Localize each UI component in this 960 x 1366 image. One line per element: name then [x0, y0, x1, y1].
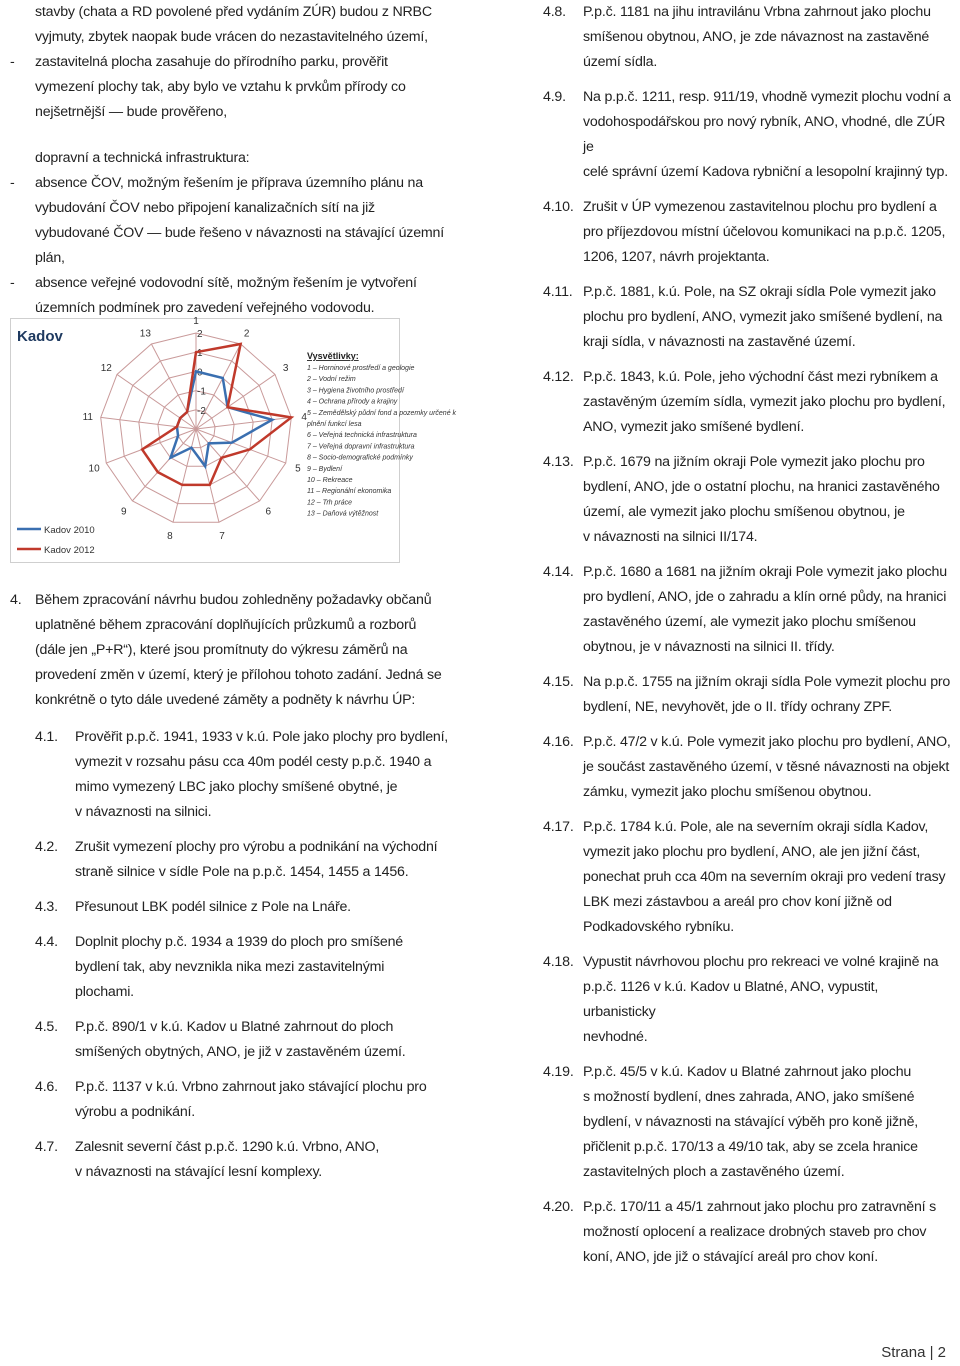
- legend-label: Kadov 2010: [44, 525, 95, 536]
- text-line: přičlenit p.p.č. 170/13 a 49/10 tak, aby se zcela hranice: [583, 1139, 918, 1155]
- list-item: [35, 1075, 450, 1125]
- item-number: 4.11.: [543, 284, 573, 300]
- text-line: možností oplocení a realizace drobných staveb pro chov: [583, 1224, 927, 1240]
- item-number: 4.13.: [543, 454, 574, 470]
- text-line: P.p.č. 47/2 v k.ú. Pole vymezit jako plochu pro bydlení, ANO,: [583, 734, 951, 750]
- text-line: P.p.č. 1181 na jihu intravilánu Vrbna zahrnout jako plochu: [583, 4, 931, 20]
- list-item: [35, 725, 450, 825]
- legend-item: 3 – Hygiena životního prostředí: [307, 387, 404, 395]
- text-line: 1206, 1207, návrh projektanta.: [583, 249, 770, 265]
- legend-item: plnění funkcí lesa: [307, 421, 362, 428]
- section-number: 4.: [10, 592, 22, 608]
- list-item: [543, 195, 953, 270]
- text-line: provedení změn v území, který je přílohou tohoto zadání. Jedná se: [35, 667, 442, 683]
- text-line: kraji sídla, v návaznosti na zastavěné území.: [583, 334, 856, 350]
- list-item: [543, 1060, 953, 1185]
- axis-label: 4: [301, 411, 307, 423]
- list-item: [35, 895, 450, 920]
- bullet-dash: -: [10, 54, 15, 70]
- item-number: 4.17.: [543, 819, 574, 835]
- text-line: s možností bydlení, dnes zahrada, ANO, jako smíšené: [583, 1089, 915, 1105]
- text-line: vymezení plochy tak, aby bylo ve vztahu k prvkům přírody co: [35, 79, 406, 95]
- text-line: plochami.: [75, 984, 134, 1000]
- list-item: [543, 85, 953, 185]
- text-line: je součást zastavěného území, v těsné návaznosti na objekt: [583, 759, 950, 775]
- right-column: [543, 0, 953, 1270]
- text-line: pro bydlení, ANO, jde o zahradu a klín orné půdy, na hranici: [583, 589, 947, 605]
- text-line: P.p.č. 170/11 a 45/1 zahrnout jako plochu pro zatravnění s: [583, 1199, 937, 1215]
- text-line: nevhodné.: [583, 1029, 648, 1045]
- text-line: uplatněné během zpracování doplňujících průzkumů a rozborů: [35, 617, 417, 633]
- text-line: smíšenou obytnou, ANO, je zde návaznost na zastavěné: [583, 29, 930, 45]
- text-line: území, ale vymezit jako plochu smíšenou obytnou, je: [583, 504, 905, 520]
- axis-label: 2: [243, 328, 250, 340]
- text-line: P.p.č. 45/5 v k.ú. Kadov u Blatné zahrnout jako plochu: [583, 1064, 912, 1080]
- text-line: P.p.č. 1680 a 1681 na jižním okraji Pole vymezit jako plochu: [583, 564, 947, 580]
- text-line: P.p.č. 1843, k.ú. Pole, jeho východní část mezi rybníkem a: [583, 369, 938, 385]
- bullet-item: [10, 271, 450, 321]
- legend-label: Kadov 2012: [44, 545, 95, 556]
- intro-paragraph: [10, 0, 450, 50]
- list-item: [543, 365, 953, 440]
- text-line: P.p.č. 1881, k.ú. Pole, na SZ okraji sídla Pole vymezit jako: [583, 284, 936, 300]
- legend-item: 13 – Daňová výtěžnost: [307, 510, 379, 518]
- legend-item: 4 – Ochrana přírody a krajiny: [307, 398, 398, 406]
- text-line: plochu pro bydlení, ANO, vymezit jako smíšené bydlení, na: [583, 309, 943, 325]
- bullet-item: [10, 171, 450, 271]
- list-item: [35, 1015, 450, 1065]
- chart-title: Kadov: [17, 328, 63, 345]
- axis-label: 13: [139, 328, 151, 340]
- text-line: vyjmuty, zbytek naopak bude vrácen do nezastavitelného území,: [35, 29, 428, 45]
- text-line: p.p.č. 1126 v k.ú. Kadov u Blatné, ANO, vypustit, urbanisticky: [583, 979, 879, 1020]
- list-item: [543, 670, 953, 720]
- text-line: zámku, vymezit jako plochu smíšenou obytnou.: [583, 784, 872, 800]
- text-line: P.p.č. 1137 v k.ú. Vrbno zahrnout jako stávající plochu pro: [75, 1079, 427, 1095]
- text-line: Vypustit návrhovou plochu pro rekreaci ve volné krajině na: [583, 954, 939, 970]
- item-number: 4.8.: [543, 4, 566, 20]
- legend-item: 6 – Veřejná technická infrastruktura: [307, 432, 417, 440]
- right-item-list: [543, 0, 953, 1270]
- item-number: 4.12.: [543, 369, 574, 385]
- text-line: straně silnice v sídle Pole na p.p.č. 1454, 1455 a 1456.: [75, 864, 409, 880]
- list-item: [35, 1135, 450, 1185]
- text-line: smíšených obytných, ANO, je již v zastavěném území.: [75, 1044, 406, 1060]
- item-number: 4.20.: [543, 1199, 574, 1215]
- list-item: [543, 560, 953, 660]
- text-line: územních podmínek pro zavedení veřejného vodovodu.: [35, 300, 375, 316]
- text-line: absence veřejné vodovodní sítě, možným řešením je vytvoření: [35, 275, 417, 291]
- text-line: koní, ANO, jde již o stávající areál pro chov koní.: [583, 1249, 878, 1265]
- item-number: 4.10.: [543, 199, 574, 215]
- scale-label: 1: [197, 348, 203, 360]
- item-number: 4.1.: [35, 729, 58, 745]
- text-line: P.p.č. 1784 k.ú. Pole, ale na severním okraji sídla Kadov,: [583, 819, 929, 835]
- legend-item: 7 – Veřejná dopravní infrastruktura: [307, 443, 415, 451]
- legend-item: 11 – Regionální ekonomika: [307, 488, 392, 496]
- text-line: Na p.p.č. 1211, resp. 911/19, vhodně vymezit plochu vodní a: [583, 89, 951, 105]
- bullet-item: [10, 50, 450, 125]
- legend-item: 9 – Bydlení: [307, 465, 343, 473]
- axis-label: 12: [100, 363, 112, 375]
- axis-label: 8: [167, 530, 173, 542]
- section-4: [10, 588, 450, 1185]
- text-line: (dále jen „P+R“), které jsou promítnuty do výkresu záměrů na: [35, 642, 408, 658]
- legend-item: 12 – Trh práce: [307, 499, 353, 507]
- text-line: absence ČOV, možným řešením je příprava územního plánu na: [35, 175, 423, 191]
- legend-title: Vysvětlivky:: [307, 351, 359, 361]
- axis-label: 6: [265, 506, 272, 518]
- legend-item: 8 – Socio-demografické podmínky: [307, 454, 413, 462]
- scale-label: -2: [197, 405, 206, 417]
- list-item: [35, 835, 450, 885]
- text-line: vymezit v rozsahu pásu cca 40m podél cesty p.p.č. 1940 a: [75, 754, 432, 770]
- text-line: vymezit jako plochu pro bydlení, ANO, ale jen jižní část,: [583, 844, 921, 860]
- text-line: pro příjezdovou místní účelovou komunikaci na p.p.č. 1205,: [583, 224, 946, 240]
- text-line: mimo vymezený LBC jako plochy smíšené obytné, je: [75, 779, 398, 795]
- text-line: bydlení tak, aby nevznikla nika mezi zastavitelnými: [75, 959, 385, 975]
- text-line: v návaznosti na stávající lesní komplexy.: [75, 1164, 323, 1180]
- legend-item: 10 – Rekreace: [307, 477, 353, 484]
- item-number: 4.15.: [543, 674, 574, 690]
- axis-label: 1: [193, 316, 199, 327]
- list-item: [543, 815, 953, 940]
- list-item: [543, 450, 953, 550]
- text-line: konkrétně o tyto dále uvedené záměty a podněty k návrhu ÚP:: [35, 692, 416, 708]
- text-line: ANO, vymezit jako smíšené bydlení.: [583, 419, 805, 435]
- scale-label: 2: [197, 329, 203, 340]
- text-line: území sídla.: [583, 54, 658, 70]
- list-item: [543, 730, 953, 805]
- item-number: 4.2.: [35, 839, 58, 855]
- page-number: Strana | 2: [881, 1344, 946, 1361]
- list-item: [543, 950, 953, 1050]
- text-line: Během zpracování návrhu budou zohledněny požadavky občanů: [35, 592, 432, 608]
- text-line: P.p.č. 890/1 v k.ú. Kadov u Blatné zahrnout do ploch: [75, 1019, 394, 1035]
- item-number: 4.6.: [35, 1079, 58, 1095]
- axis-label: 9: [120, 506, 127, 518]
- text-line: nejšetrnější — bude prověřeno,: [35, 104, 227, 120]
- text-line: P.p.č. 1679 na jižním okraji Pole vymezit jako plochu pro: [583, 454, 925, 470]
- text-line: ponechat pruh cca 40m na severním okraji pro vedení trasy: [583, 869, 946, 885]
- list-item: [543, 0, 953, 75]
- item-number: 4.5.: [35, 1019, 58, 1035]
- text-line: Prověřit p.p.č. 1941, 1933 v k.ú. Pole jako plochy pro bydlení,: [75, 729, 449, 745]
- text-line: plán,: [35, 250, 65, 266]
- bullet-dash: -: [10, 175, 15, 191]
- list-item: [35, 930, 450, 1005]
- radar-chart-figure: [10, 316, 457, 563]
- text-line: Přesunout LBK podél silnice z Pole na Lnáře.: [75, 899, 351, 915]
- scale-label: 0: [197, 367, 203, 379]
- grid-spoke: [106, 429, 196, 463]
- subheading: dopravní a technická infrastruktura:: [35, 150, 250, 166]
- list-item: [543, 1195, 953, 1270]
- item-number: 4.4.: [35, 934, 58, 950]
- text-line: Zrušit v ÚP vymezenou zastavitelnou plochu pro bydlení a: [583, 199, 937, 215]
- axis-label: 10: [88, 463, 100, 475]
- text-line: zastavitelných ploch a zastavěného území.: [583, 1164, 845, 1180]
- text-line: celé správní území Kadova rybniční a lesopolní krajinný typ.: [583, 164, 948, 180]
- text-line: výrobu a podnikání.: [75, 1104, 196, 1120]
- text-line: vybudované ČOV — bude řešeno v návaznosti na stávající územní: [35, 225, 444, 241]
- text-line: zastavěným územím sídla, vymezit jako plochu pro bydlení,: [583, 394, 946, 410]
- axis-label: 3: [282, 363, 289, 375]
- axis-label: 11: [82, 411, 93, 423]
- text-line: v návaznosti na silnici II/174.: [583, 529, 758, 545]
- grid-spoke: [132, 429, 196, 501]
- grid-spoke: [151, 344, 196, 429]
- text-line: bydlení, NE, nevyhovět, jde o II. třídy ochrany ZPF.: [583, 699, 892, 715]
- item-number: 4.7.: [35, 1139, 58, 1155]
- list-item: [543, 280, 953, 355]
- legend-item: 1 – Horninové prostředí a geologie: [307, 365, 415, 372]
- text-line: zastavěného území, ale vymezit jako plochu smíšenou: [583, 614, 916, 630]
- left-column: [10, 0, 450, 321]
- text-line: Na p.p.č. 1755 na jižním okraji sídla Pole vymezit plochu pro: [583, 674, 951, 690]
- text-line: LBK mezi zástavbou a areál pro chov koní jižně od: [583, 894, 892, 910]
- item-number: 4.16.: [543, 734, 574, 750]
- axis-label: 7: [219, 530, 225, 542]
- left-item-list: [10, 725, 450, 1185]
- text-line: stavby (chata a RD povolené před vydáním ZÚR) budou z NRBC: [35, 4, 432, 20]
- text-line: vodohospodářskou pro nový rybník, ANO, vhodné, dle ZÚR je: [583, 114, 946, 155]
- text-line: vybudování ČOV nebo připojení kanalizačních sítí na již: [35, 200, 375, 216]
- text-line: Zrušit vymezení plochy pro výrobu a podnikání na východní: [75, 839, 438, 855]
- radar-chart: [11, 316, 457, 562]
- legend-item: 5 – Zemědělský půdní fond a pozemky určené k: [307, 409, 457, 417]
- text-line: zastavitelná plocha zasahuje do přírodního parku, prověřit: [35, 54, 388, 70]
- legend-item: 2 – Vodní režim: [307, 376, 356, 384]
- text-line: Zalesnit severní část p.p.č. 1290 k.ú. Vrbno, ANO,: [75, 1139, 380, 1155]
- text-line: bydlení, ANO, jde o ostatní plochu, na hranici zastavěného: [583, 479, 940, 495]
- item-number: 4.3.: [35, 899, 58, 915]
- section-4-paragraph: [10, 588, 450, 713]
- item-number: 4.9.: [543, 89, 566, 105]
- item-number: 4.14.: [543, 564, 574, 580]
- text-line: Podkadovského rybníku.: [583, 919, 734, 935]
- scale-label: -1: [197, 386, 206, 398]
- item-number: 4.19.: [543, 1064, 574, 1080]
- text-line: Doplnit plochy p.č. 1934 a 1939 do ploch pro smíšené: [75, 934, 403, 950]
- text-line: obytnou, je v návaznosti na silnici II. třídy.: [583, 639, 835, 655]
- item-number: 4.18.: [543, 954, 574, 970]
- axis-label: 5: [295, 463, 301, 475]
- text-line: v návaznosti na silnici.: [75, 804, 212, 820]
- text-line: bydlení, v návaznosti na stávající výběh pro koně jižně,: [583, 1114, 919, 1130]
- bullet-dash: -: [10, 275, 15, 291]
